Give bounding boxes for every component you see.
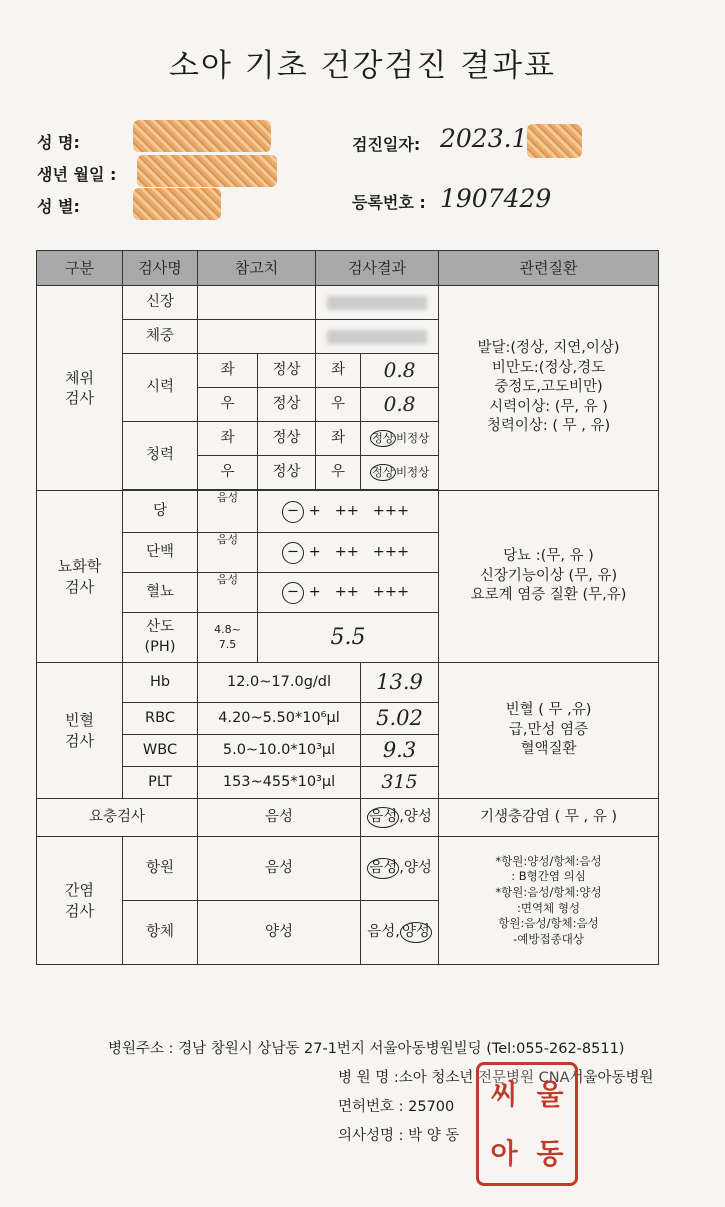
related-body: 발달:(정상, 지연,이상) 비만도:(정상,경도 중정도,고도비만) 시력이상: (무, 유 ) 청력이상: ( 무 , 유) bbox=[439, 286, 659, 491]
test-weight: 체중 bbox=[123, 320, 198, 354]
related-urine: 당뇨 :(무, 유 ) 신장기능이상 (무, 유) 요로계 염증 질환 (무,유) bbox=[439, 491, 659, 663]
weight-redacted bbox=[316, 320, 439, 354]
name-redaction bbox=[133, 120, 271, 152]
test-hearing: 청력 bbox=[123, 422, 198, 490]
reg-value: 1907429 bbox=[440, 184, 552, 213]
doctor-name: 의사성명 : 박 양 동 bbox=[338, 1128, 460, 1144]
circled-normal: 정상 bbox=[370, 430, 396, 448]
name-label: 성 명: bbox=[37, 133, 80, 152]
date-redaction bbox=[527, 124, 582, 158]
test-ph: 산도 (PH) bbox=[123, 613, 198, 663]
rbc-value: 5.02 bbox=[361, 703, 439, 735]
test-vision: 시력 bbox=[123, 354, 198, 422]
ph-value: 5.5 bbox=[258, 613, 439, 663]
antibody-result: 음성, 양성 bbox=[361, 901, 439, 965]
blood-result: − + ++ +++ bbox=[258, 573, 439, 613]
vision-left-value: 0.8 bbox=[361, 354, 439, 388]
hearing-left-value: 정상 비정상 bbox=[361, 422, 439, 456]
group-parasite: 요충검사 bbox=[37, 799, 198, 837]
test-blood: 혈뇨 bbox=[123, 573, 198, 613]
circled-minus: − bbox=[282, 542, 304, 564]
plt-value: 315 bbox=[361, 767, 439, 799]
date-label: 검진일자: bbox=[352, 135, 421, 154]
protein-result: − + ++ +++ bbox=[258, 533, 439, 573]
hb-value: 13.9 bbox=[361, 663, 439, 703]
birth-label: 생년 월일 : bbox=[37, 165, 117, 184]
circled-positive: 양성 bbox=[400, 922, 432, 943]
group-urine: 뇨화학 검사 bbox=[37, 491, 123, 663]
test-height: 신장 bbox=[123, 286, 198, 320]
group-body: 체위 검사 bbox=[37, 286, 123, 491]
test-rbc: RBC bbox=[123, 703, 198, 735]
related-anemia: 빈혈 ( 무 ,유) 급,만성 염증 혈액질환 bbox=[439, 663, 659, 799]
vision-right-value: 0.8 bbox=[361, 388, 439, 422]
parasite-result: 음성 ,양성 bbox=[361, 799, 439, 837]
result-table: 구분 검사명 참고치 검사결과 관련질환 체위 검사 신장 발달:(정상, 지연,이상) 비만도:(정상,경도 중정도,고도비만) 시력이상: (무, 유 ) 청력이상: ( 무 , 유) 체중 시력 좌 정상 좌 0.8 우 정상 우 0.8 청력 좌 정상 좌 정상 비정상 우 정상 우 정상 비정상 뇨화학 검사 당 음성 − + ++ +++ 당뇨 :(무, 유 ) 신장기능이상 (무, 유) 요로계 염증 질환 (무,유) 단백 음성 − + ++ +++ 혈뇨 음성 − + ++ +++ 산도 (PH) 4.8~ 7.5 5.5 빈혈 검사 Hb 12.0~17.0g/dl 13.9 빈혈 ( 무 ,유) 급,만성 염증 혈액질환 RBC 4.20~5.50*10⁶μl 5.02 WBC 5.0~10.0*10³μl 9.3 PLT 153~455*10³μl 315 요충검사 음성 음성 ,양성 기생충감염 ( 무 , 유 ) 간염 검사 항원 음성 음성 ,양성 *항원:양성/항체:음성 : B형간염 의심 *항원:음성/항체:양성 :면역체 형성 항원:음성/항체:음성 -예방접종대상 항체 양성 음성, 양성 bbox=[36, 250, 659, 965]
related-parasite: 기생충감염 ( 무 , 유 ) bbox=[439, 799, 659, 837]
date-value: 2023.1 bbox=[440, 124, 528, 153]
group-hepatitis: 간염 검사 bbox=[37, 837, 123, 965]
wbc-value: 9.3 bbox=[361, 735, 439, 767]
birth-redaction bbox=[137, 155, 277, 187]
group-anemia: 빈혈 검사 bbox=[37, 663, 123, 799]
sugar-result: − + ++ +++ bbox=[258, 491, 439, 533]
circled-negative: 음성 bbox=[367, 858, 399, 879]
circled-minus: − bbox=[282, 582, 304, 604]
circled-negative: 음성 bbox=[367, 807, 399, 828]
col-related: 관련질환 bbox=[439, 251, 659, 286]
table-header-row bbox=[37, 251, 659, 286]
antigen-result: 음성 ,양성 bbox=[361, 837, 439, 901]
test-protein: 단백 bbox=[123, 533, 198, 573]
license-number: 면허번호 : 25700 bbox=[338, 1099, 455, 1115]
circled-minus: − bbox=[282, 501, 304, 523]
hearing-right-value: 정상 비정상 bbox=[361, 456, 439, 490]
sex-redaction bbox=[133, 188, 221, 220]
test-plt: PLT bbox=[123, 767, 198, 799]
test-antigen: 항원 bbox=[123, 837, 198, 901]
hospital-seal: 씨 울 아 동 bbox=[476, 1062, 578, 1186]
col-category: 구분 bbox=[37, 251, 123, 286]
test-sugar: 당 bbox=[123, 491, 198, 533]
col-result: 검사결과 bbox=[316, 251, 439, 286]
document-title: 소아 기초 건강검진 결과표 bbox=[169, 48, 556, 84]
test-antibody: 항체 bbox=[123, 901, 198, 965]
test-hb: Hb bbox=[123, 663, 198, 703]
col-test-name: 검사명 bbox=[123, 251, 198, 286]
related-hepatitis: *항원:양성/항체:음성 : B형간염 의심 *항원:음성/항체:양성 :면역체 형성 항원:음성/항체:음성 -예방접종대상 bbox=[439, 837, 659, 965]
test-wbc: WBC bbox=[123, 735, 198, 767]
circled-normal: 정상 bbox=[370, 464, 396, 482]
hospital-name: 병 원 명 :소아 청소년 전문병원 CNA서울아동병원 bbox=[338, 1070, 654, 1086]
reg-label: 등록번호 : bbox=[352, 193, 426, 212]
sex-label: 성 별: bbox=[37, 197, 80, 216]
height-redacted bbox=[316, 286, 439, 320]
hospital-address: 병원주소 : 경남 창원시 상남동 27-1번지 서울아동병원빌딩 (Tel:055-262-8511) bbox=[108, 1041, 625, 1057]
col-reference: 참고치 bbox=[198, 251, 316, 286]
